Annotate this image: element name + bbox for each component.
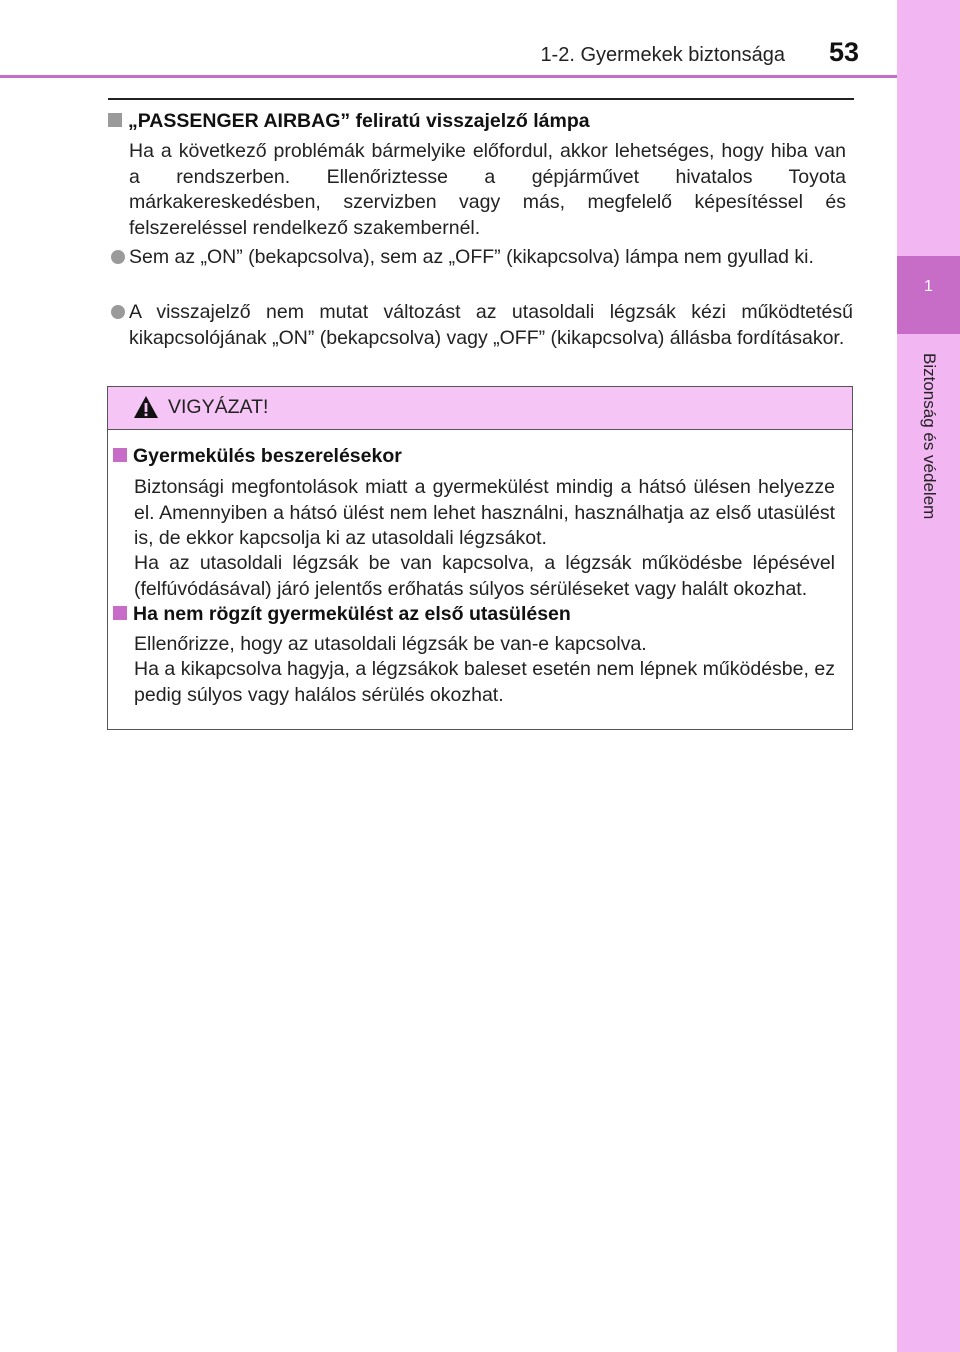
bullet-icon [111,250,125,264]
list-item [111,245,853,271]
chapter-number: 1 [924,278,933,295]
caution-item-heading [113,603,571,626]
gray-square-icon [108,113,122,127]
header-rule [0,75,897,78]
list-item [111,300,853,351]
side-tab [897,0,960,1352]
caution-header [108,387,852,430]
chapter-title: Biztonság és védelem [920,353,939,520]
bullet-icon [111,305,125,319]
caution-item-heading [113,445,402,468]
section-heading-text: „PASSENGER AIRBAG” feliratú visszajelző lámpa [128,110,590,132]
section-heading [108,110,590,133]
caution-item-heading-text: Ha nem rögzít gyermekülést az első utasülésen [133,603,571,625]
list-item-text: Sem az „ON” (bekapcsolva), sem az „OFF” (kikapcsolva) lámpa nem gyullad ki. [129,246,814,268]
caution-paragraph: Ellenőrizze, hogy az utasoldali légzsák be van-e kapcsolva. [134,633,647,655]
caution-item-heading-text: Gyermekülés beszerelésekor [133,445,402,467]
caution-paragraph: Ha az utasoldali légzsák be van kapcsolva, a légzsák működésbe lépésével (felfúvódásával) járó jelentős erőhatás súlyos sérüléseket vagy halált okozhat. [134,552,835,600]
caution-paragraph: Ha a kikapcsolva hagyja, a légzsákok baleset esetén nem lépnek működésbe, ez pedig súlyos vagy halálos sérülés okozhat. [134,658,835,706]
section-rule [108,98,854,100]
caution-box [107,386,853,730]
pink-square-icon [113,606,127,620]
section-paragraph: Ha a következő problémák bármelyike előfordul, akkor lehetséges, hogy hiba van a rendszerben. Ellenőriztesse a gépjárművet hivatalos Toyota márkakereskedésben, szervizben vagy más, megfelelő képesítéssel és felszereléssel rendelkező szakembernél. [129,140,846,239]
pink-square-icon [113,448,127,462]
page-number: 53 [828,37,860,67]
caution-title: VIGYÁZAT! [168,396,269,418]
caution-paragraph: Biztonsági megfontolások miatt a gyermekülést mindig a hátsó ülésen helyezze el. Amennyiben a hátsó ülést nem lehet használni, használhatja az első utasülést is, de ekkor kapcsolja ki az utasoldali légzsákot. [134,476,835,549]
section-title: 1-2. Gyermekek biztonsága [540,44,785,66]
list-item-text: A visszajelző nem mutat változást az utasoldali légzsák kézi működtetésű kikapcsolójának „ON” (bekapcsolva) vagy „OFF” (kikapcsolva) állásba fordításakor. [129,301,853,349]
warning-icon [133,395,159,419]
